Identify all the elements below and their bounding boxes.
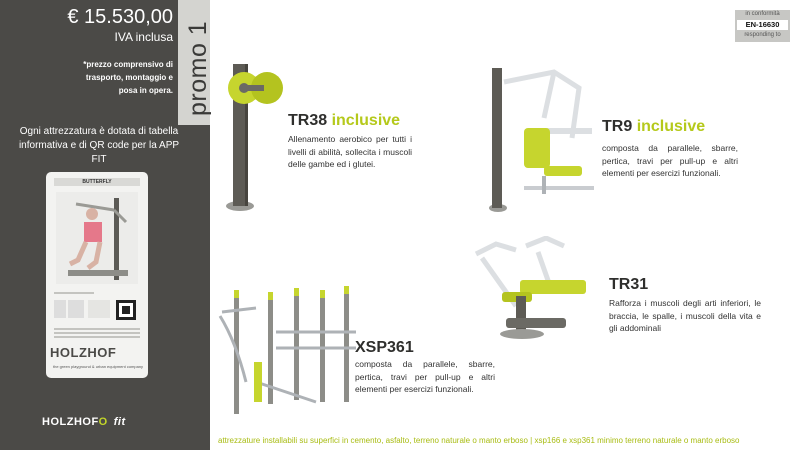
xsp361-name: XSP361 <box>355 339 414 356</box>
promo-label: promo 1 <box>184 20 212 116</box>
price-note: *prezzo comprensivo di trasporto, montaggio e posa in opera. <box>83 60 173 95</box>
tr38-product-image <box>222 58 292 216</box>
tr31-title <box>609 276 648 294</box>
card-line <box>54 332 140 334</box>
brand-o: O <box>98 416 108 428</box>
tr38-title <box>288 112 400 130</box>
brand-fit: fit <box>113 416 126 428</box>
tr31-description: Rafforza i muscoli degli arti inferiori, le braccia, le spalle, i muscoli della vita e gli addominali <box>609 298 761 333</box>
card-title: BUTTERFLY <box>54 178 140 186</box>
tr38-name: TR38 <box>288 112 328 129</box>
compliance-badge <box>735 10 790 42</box>
tr9-product-image <box>484 58 602 216</box>
tr38-tag: inclusive <box>331 112 401 129</box>
compliance-line2: responding to <box>744 32 781 38</box>
card-line <box>54 336 140 338</box>
tr9-tag: inclusive <box>636 118 706 135</box>
card-tagline: the green playground & urban equipment company <box>53 364 144 369</box>
card-logo: HOLZHOF <box>50 345 117 360</box>
tr9-name: TR9 <box>602 118 633 135</box>
price: € 15.530,00 <box>67 6 173 28</box>
tr31-name: TR31 <box>609 276 649 293</box>
card-icons <box>54 300 140 324</box>
brand-name: HOLZHOF <box>42 416 99 428</box>
tr38-description: Allenamento aerobico per tutti i livelli di abilità, sollecita i muscoli delle gambe ed i glutei. <box>288 134 412 169</box>
card-exercise-image <box>56 192 138 284</box>
info-text: Ogni attrezzatura è dotata di tabella informativa e di QR code per la APP FIT <box>18 126 180 165</box>
tr9-description: composta da parallele, sbarre, pertica, travi per pull-up e altri elementi per esercizi funzionali. <box>602 143 738 178</box>
xsp361-title <box>355 339 414 357</box>
vat-label: IVA inclusa <box>114 30 173 44</box>
compliance-line1: in conformità <box>745 11 780 17</box>
xsp361-description: composta da parallele, sbarre, pertica, travi per pull-up e altri elementi per esercizi funzionali. <box>355 359 495 394</box>
footer-note: attrezzature installabili su superfici in cemento, asfalto, terreno naturale o manto erboso | xsp166 e xsp361 minimo terreno naturale o manto erboso <box>218 436 740 445</box>
brand-logo <box>42 416 126 428</box>
tr31-product-image <box>466 236 596 346</box>
tr9-title <box>602 118 705 136</box>
compliance-standard: EN-16630 <box>737 20 788 30</box>
card-line <box>54 292 94 294</box>
xsp361-product-image <box>216 282 366 418</box>
card-line <box>54 328 140 330</box>
